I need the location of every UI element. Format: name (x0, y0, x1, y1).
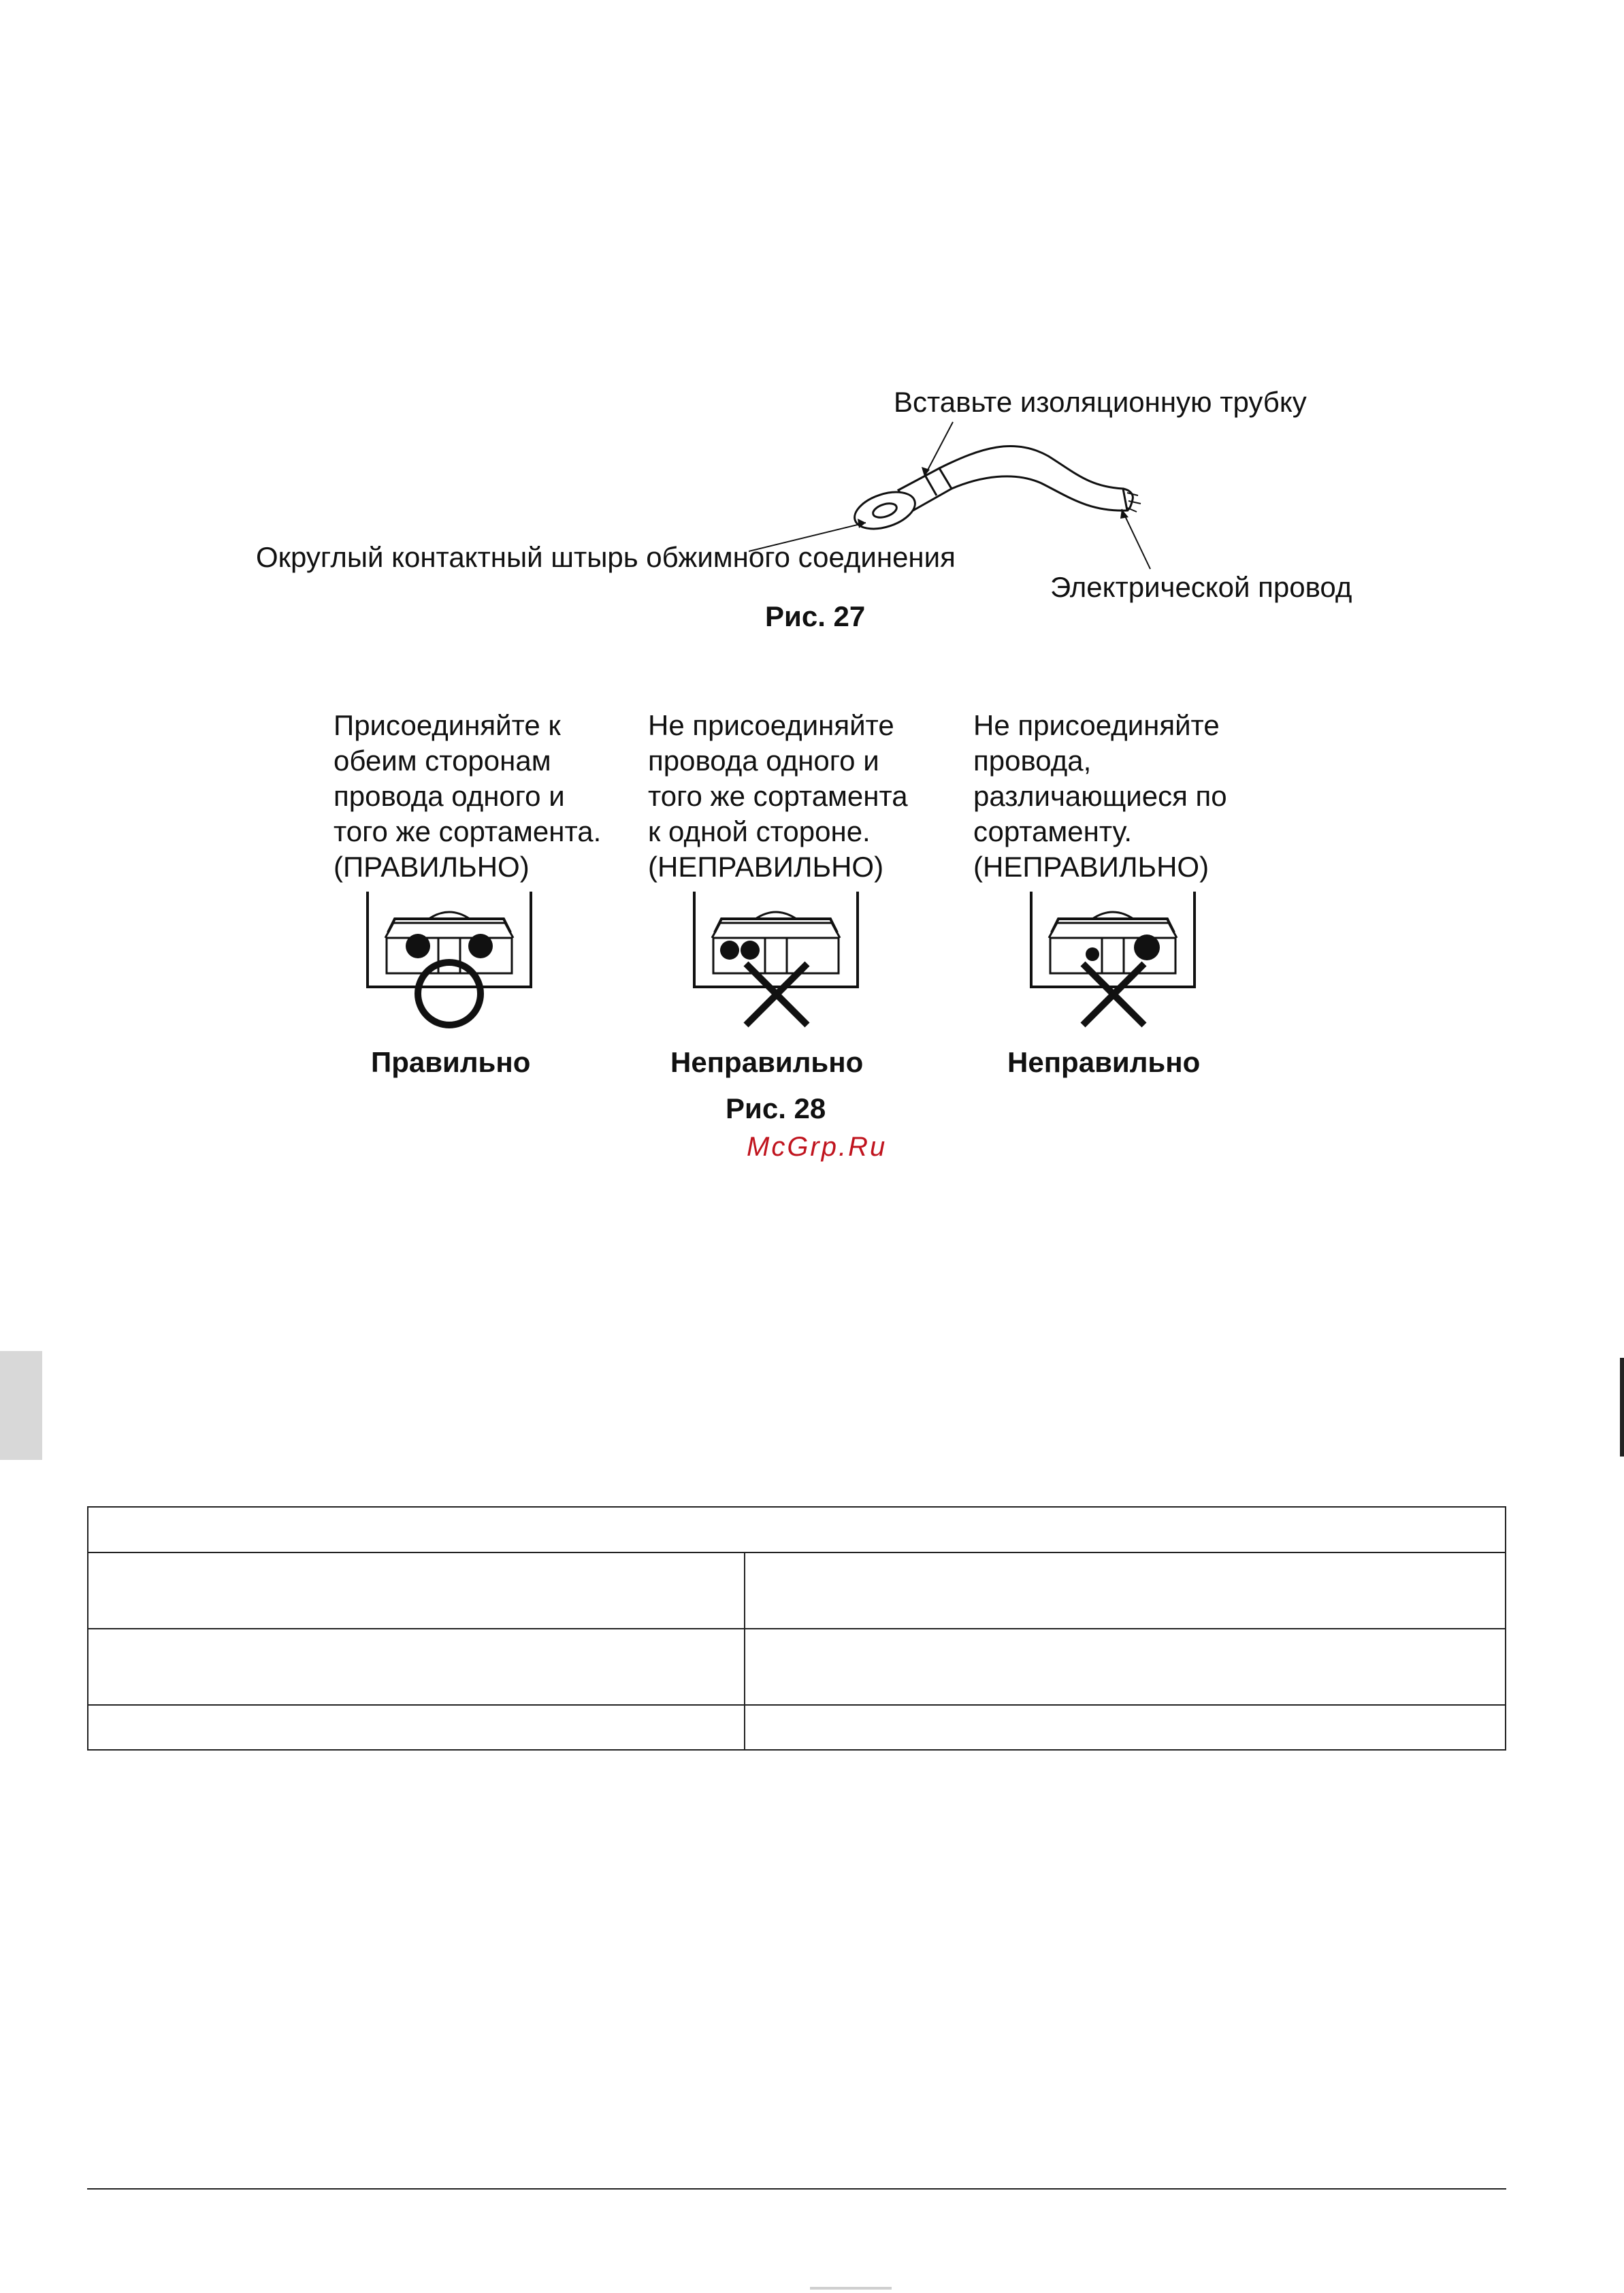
terminal-diagram-correct (361, 885, 538, 1035)
panel-line: Присоединяйте к (334, 709, 561, 741)
panel-line: (НЕПРАВИЛЬНО) (973, 851, 1209, 883)
table-cell (88, 1629, 745, 1705)
terminal-diagram-incorrect-same-side (687, 885, 864, 1035)
table-cell (745, 1552, 1506, 1629)
panel-line: обеим сторонам (334, 745, 551, 777)
table-row (88, 1705, 1506, 1750)
label-insert-tube: Вставьте изоляционную трубку (894, 386, 1307, 418)
wire-dot (1086, 947, 1099, 961)
verdict-correct: Правильно (371, 1046, 531, 1078)
verdict-incorrect-1: Неправильно (670, 1046, 864, 1078)
table-header-cell (88, 1507, 1506, 1552)
table-row (88, 1552, 1506, 1629)
panel-line: (НЕПРАВИЛЬНО) (648, 851, 884, 883)
panel-incorrect-same-side-text (648, 708, 908, 885)
label-crimp-terminal: Округлый контактный штырь обжимного соединения (256, 541, 956, 573)
correct-circle-mark (418, 962, 481, 1025)
section-side-tab (0, 1351, 42, 1460)
panel-line: провода одного и (648, 745, 879, 777)
spec-table (87, 1506, 1506, 1751)
panel-line: сортаменту. (973, 815, 1132, 847)
verdict-incorrect-2: Неправильно (1007, 1046, 1201, 1078)
wire-dot (720, 941, 739, 960)
panel-line: (ПРАВИЛЬНО) (334, 851, 530, 883)
scan-artifact (810, 2287, 892, 2290)
panel-line: различающиеся по (973, 780, 1227, 812)
watermark: McGrp.Ru (747, 1132, 888, 1162)
table-row (88, 1507, 1506, 1552)
panel-line: провода, (973, 745, 1092, 777)
panel-line: провода одного и (334, 780, 565, 812)
table-cell (88, 1552, 745, 1629)
panel-line: того же сортамента (648, 780, 908, 812)
table-cell (88, 1705, 745, 1750)
wire-dot (741, 941, 760, 960)
table-cell (745, 1629, 1506, 1705)
panel-line: того же сортамента. (334, 815, 602, 847)
wire-dot (406, 934, 430, 958)
panel-line: к одной стороне. (648, 815, 871, 847)
panel-correct-text (334, 708, 601, 885)
footer-rule (87, 2188, 1506, 2190)
wire-dot (468, 934, 493, 958)
right-edge-mark (1620, 1358, 1624, 1457)
panel-line: Не присоединяйте (648, 709, 894, 741)
panel-line: Не присоединяйте (973, 709, 1220, 741)
wire-dot (1134, 934, 1160, 960)
figure-28-caption: Рис. 28 (726, 1092, 826, 1124)
figure-27-caption: Рис. 27 (765, 600, 866, 632)
terminal-diagram-incorrect-mixed (1024, 885, 1201, 1035)
table-cell (745, 1705, 1506, 1750)
panel-incorrect-mixed-text (973, 708, 1227, 885)
table-row (88, 1629, 1506, 1705)
label-electric-wire: Электрической провод (1050, 571, 1352, 603)
terminal-leader-line (749, 504, 885, 558)
